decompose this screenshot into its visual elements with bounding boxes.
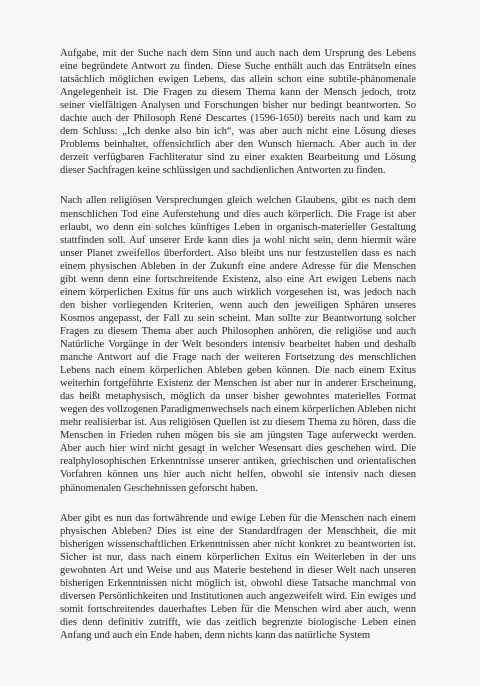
paragraph-2: Nach allen religiösen Versprechungen gleich welchen Glaubens, gibt es nach dem menschlichen Tod eine Auferstehung und dies auch körperlich. Die Frage ist aber erlaubt, wo denn ein solches künftiges Leben in organisch-materieller Gestaltung stattfinden soll. Auf unserer Erde kann dies ja wohl nicht sein, denn hiermit wäre unser Planet zweifellos überfordert. Also bleibt uns nur festzustellen dass es nach einem physischen Ableben in der Zukunft eine andere Adresse für die Menschen gibt wenn denn eine fortschreitende Existenz, also eine Art ewigen Lebens nach einem körperlichen Exitus für uns auch wirklich vorgesehen ist, was jedoch nach den bisher vorliegenden Kriterien, wenn auch den jeweiligen Sphären unseres Kosmos angepasst, der Fall zu sein scheint. Man sollte zur Beantwortung solcher Fragen zu diesem Thema aber auch Philosophen anhören, die religiöse und auch Natürliche Vorgänge in der Welt besonders intensiv bearbeitet haben und deshalb manche Antwort auf die Frage nach der weiteren Fortsetzung des menschlichen Lebens nach einem körperlichen Ableben geben können. Die nach einem Exitus weiterhin fortgeführte Existenz der Menschen ist aber nur in anderer Erscheinung, das heißt metaphysisch, möglich da unser bisher gewohntes materielles Format wegen des vollzogenen Paradigmenwechsels nach einem körperlichen Ableben nicht mehr realisierbar ist. Aus religiösen Quellen ist zu diesem Thema zu hören, dass die Menschen in Frieden ruhen mögen bis sie am jüngsten Tage auferweckt werden. Aber auch hier wird nicht gesagt in welcher Wesensart dies geschehen wird. Die realphylosophischen Erkenntnisse unserer antiken, griechischen und orientalischen Vorfahren können uns hier auch nicht helfen, obwohl sie intensiv nach diesen phänomenalen Geschehnissen geforscht haben.	[60, 195, 416, 494]
paragraph-3: Aber gibt es nun das fortwährende und ewige Leben für die Menschen nach einem physischen Ableben? Dies ist eine der Standardfragen der Menschheit, die mit bisherigen wissenschaftlichen Erkenntnissen aber nicht konkret zu beantworten ist. Sicher ist nur, dass nach einem körperlichen Exitus ein Weiterleben in der uns gewohnten Art und Weise und aus Materie bestehend in dieser Welt nach unseren bisherigen Erkenntnissen nicht möglich ist, obwohl diese Tatsache manchmal von diversen Persönlichkeiten und Institutionen auch angezweifelt wird. Ein ewiges und somit fortschreitendes dauerhaftes Leben für die Menschen wird aber auch, wenn dies denn definitiv zutrifft, wie das zeitlich begrenzte biologische Leben einen Anfang und auch ein Ende haben, denn nichts kann das natürliche System	[60, 512, 416, 641]
paragraph-1: Aufgabe, mit der Suche nach dem Sinn und auch nach dem Ursprung des Lebens eine begründete Antwort zu finden. Diese Suche enthält auch das Enträtseln eines tatsächlich möglichen ewigen Lebens, das allein schon eine subtile-phänomenale Angelegenheit ist. Die Fragen zu diesem Thema kann der Mensch jedoch, trotz seiner vielfältigen Analysen und Forschungen bisher nur bedingt beantworten. So dachte auch der Philosoph René Descartes (1596-1650) bereits nach und kam zu dem Schluss: „Ich denke also bin ich“, was aber auch nicht eine Lösung dieses Problems beinhaltet, offensichtlich aber den Wunsch hiernach. Aber auch in der derzeit verfügbaren Fachliteratur sind zu einer exakten Bearbeitung und Lösung dieser Sachfragen keine schlüssigen und sachdienlichen Antworten zu finden.	[60, 48, 416, 177]
